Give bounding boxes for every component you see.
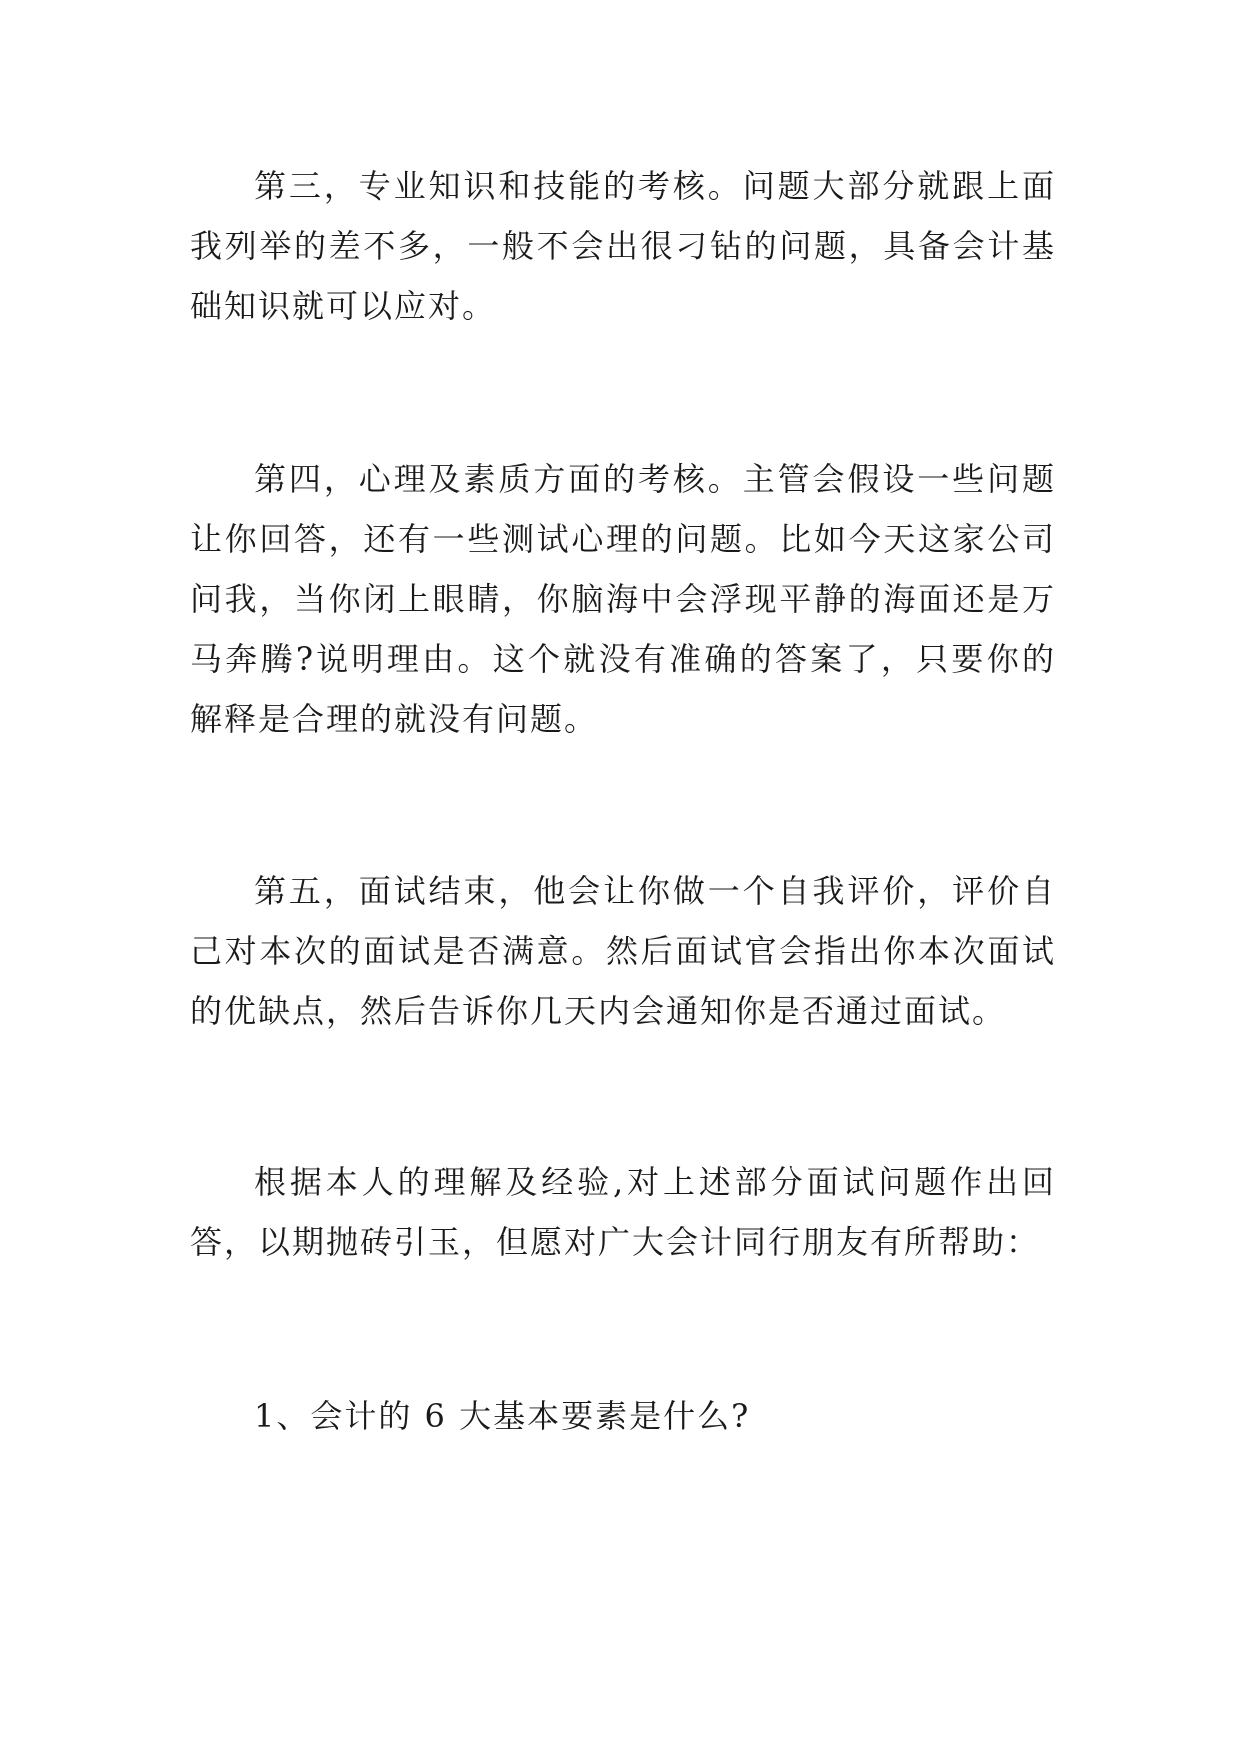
paragraph-answers-intro: 根据本人的理解及经验,对上述部分面试问题作出回答，以期抛砖引玉，但愿对广大会计同行朋友有所帮助： [190,1163,1056,1261]
paragraph-professional-skills: 第三，专业知识和技能的考核。问题大部分就跟上面我列举的差不多，一般不会出很刁钻的问题，具备会计基础知识就可以应对。 [190,167,1056,325]
paragraph-interview-end: 第五，面试结束，他会让你做一个自我评价，评价自己对本次的面试是否满意。然后面试官会指出你本次面试的优缺点，然后告诉你几天内会通知你是否通过面试。 [190,872,1056,1030]
paragraph-question-1: 1、会计的 6 大基本要素是什么? [254,1397,751,1435]
paragraph-psychological-quality: 第四，心理及素质方面的考核。主管会假设一些问题让你回答，还有一些测试心理的问题。比如今天这家公司问我，当你闭上眼睛，你脑海中会浮现平静的海面还是万马奔腾?说明理由。这个就没有准确的答案了，只要你的解释是合理的就没有问题。 [190,460,1056,738]
